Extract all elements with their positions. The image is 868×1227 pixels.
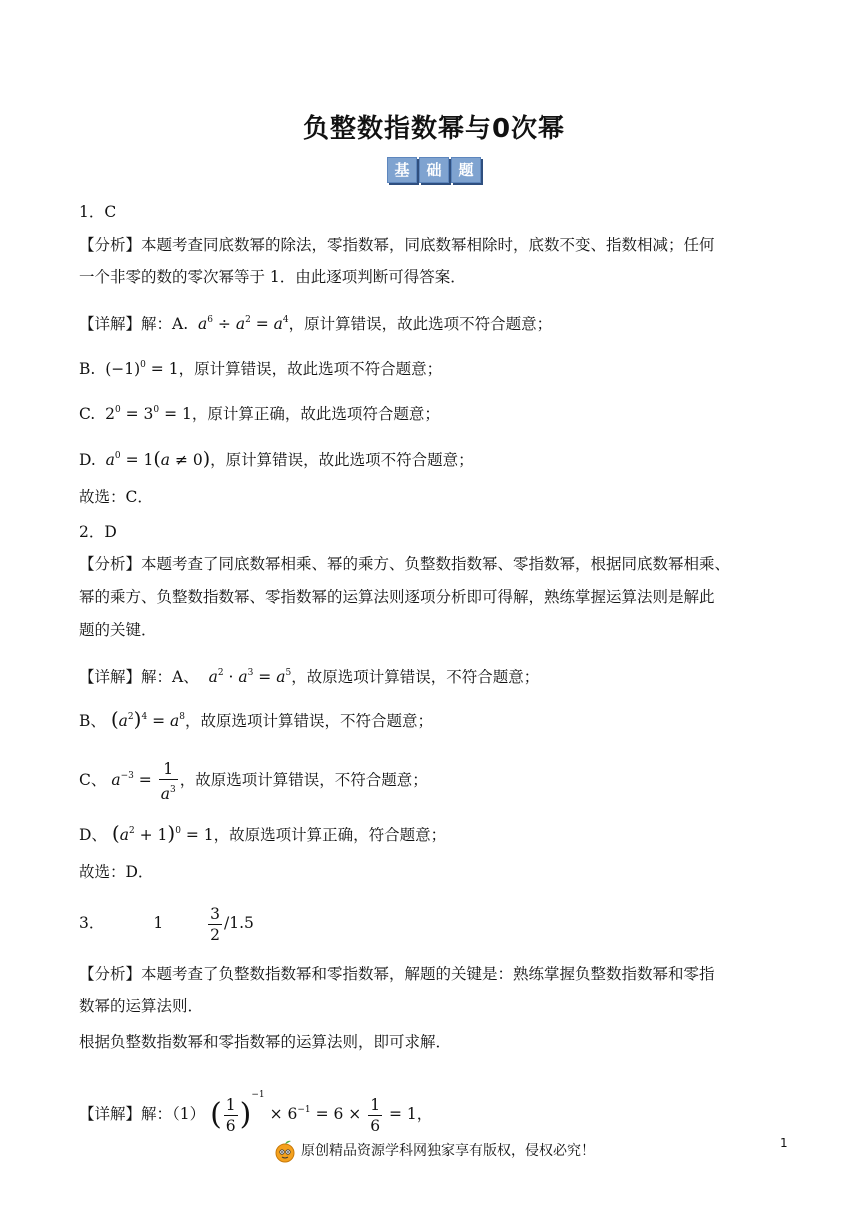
q1-analysis-line1 xyxy=(79,229,794,261)
section-badges xyxy=(0,157,868,183)
q1-choice: 故选：C． xyxy=(79,488,153,506)
q3-analysis-line3: 根据负整数指数幂和零指数幂的运算法则，即可求解． xyxy=(79,1033,452,1051)
badge-char: 础 xyxy=(419,157,449,183)
copyright-text: 原创精品资源学科网独家享有版权，侵权必究！ xyxy=(301,1143,595,1159)
formula: $a^{-3}$ = $\frac{1}{a^3}$ xyxy=(111,759,176,803)
q2-detail-c xyxy=(79,748,794,808)
fraction-denominator: 2 xyxy=(210,925,220,944)
q2-choice: 故选：D． xyxy=(79,863,154,881)
option-suffix: ，故原选项计算错误，不符合题意； xyxy=(185,712,434,730)
option-suffix: ，故原选项计算错误，不符合题意； xyxy=(291,668,540,686)
detail-tag: 【详解】 xyxy=(79,668,142,686)
analysis-text: 本题考查同底数幂的除法，零指数幂，同底数幂相除时，底数不变、指数相减；任何 xyxy=(141,236,715,254)
q2-analysis-line1 xyxy=(79,548,794,580)
q1-analysis-line2: 一个非零的数的零次幂等于 1．由此逐项判断可得答案． xyxy=(79,268,466,286)
badge-char: 题 xyxy=(451,157,481,183)
option-label: D、 xyxy=(79,826,107,844)
analysis-text: 本题考查了负整数指数幂和零指数幂，解题的关键是：熟练掌握负整数指数幂和零指 xyxy=(141,965,715,983)
detail-tag: 【详解】 xyxy=(79,1105,142,1123)
formula: $2^0 = 3^0 = 1$ xyxy=(100,405,192,423)
formula: $a^6 \div a^2 = a^4$ xyxy=(193,315,289,333)
detail-prefix: 解：（1） xyxy=(141,1105,206,1123)
answer-alt: /1.5 xyxy=(224,914,254,932)
option-suffix: ，故原选项计算正确，符合题意； xyxy=(213,826,447,844)
q2-detail-d xyxy=(79,815,794,851)
q1-detail-a xyxy=(79,304,794,340)
q2-detail-b xyxy=(79,701,794,737)
q3-answer xyxy=(79,900,794,946)
option-suffix: ，原计算错误，故此选项不符合题意； xyxy=(178,360,443,378)
option-suffix: ，原计算错误，故此选项不符合题意； xyxy=(210,451,474,469)
q1-answer: 1．C xyxy=(79,203,117,221)
formula: $a^2 \cdot a^3 = a^5$ xyxy=(203,668,292,686)
option-label: C. xyxy=(79,405,96,423)
q2-answer: 2．D xyxy=(79,523,117,541)
option-suffix: ，原计算错误，故此选项不符合题意； xyxy=(288,315,553,333)
question-number: 3． xyxy=(79,914,105,932)
detail-prefix: 解：A. xyxy=(141,315,189,333)
answer-blank-1: 1 xyxy=(153,914,164,932)
formula: $(a^2 + 1)^0 = 1$ xyxy=(111,821,214,845)
analysis-tag: 【分析】 xyxy=(79,965,142,983)
detail-suffix: ， xyxy=(416,1105,433,1123)
analysis-tag: 【分析】 xyxy=(79,555,142,573)
option-label: C、 xyxy=(79,771,107,789)
analysis-text: 本题考查了同底数幂相乘、幂的乘方、负整数指数幂、零指数幂，根据同底数幂相乘、 xyxy=(141,555,731,573)
formula: $(a^2)^4 = a^8$ xyxy=(110,707,186,731)
q2-detail-a xyxy=(79,657,794,693)
formula: $a^0 = 1(a \ne 0)$ xyxy=(100,448,211,470)
option-label: B、 xyxy=(79,712,106,730)
q3-detail-1 xyxy=(79,1066,794,1144)
option-label: D. xyxy=(79,451,96,469)
q3-analysis-line1 xyxy=(79,958,794,990)
page-number: 1 xyxy=(780,1136,788,1150)
q1-detail-b xyxy=(79,349,794,385)
q1-detail-c xyxy=(79,394,794,430)
option-label: B. xyxy=(79,360,96,378)
answer-blank-2 xyxy=(206,904,254,944)
fraction-numerator: 3 xyxy=(210,904,220,923)
formula: $(-1)^0 = 1$ xyxy=(100,360,179,378)
detail-tag: 【详解】 xyxy=(79,315,142,333)
badge-char: 基 xyxy=(387,157,417,183)
q2-analysis-line2: 幂的乘方、负整数指数幂、零指数幂的运算法则逐项分析即可得解，熟练掌握运算法则是解此 xyxy=(79,588,715,606)
page-title: 负整数指数幂与0次幂 xyxy=(302,114,566,144)
q3-analysis-line2: 数幂的运算法则． xyxy=(79,997,204,1015)
option-suffix: ，故原选项计算错误，不符合题意； xyxy=(179,771,428,789)
q2-analysis-line3: 题的关键． xyxy=(79,621,157,639)
detail-prefix: 解：A、 xyxy=(141,668,199,686)
q1-detail-d xyxy=(79,440,794,476)
formula: ( $\frac{1}{6}$ )$^{-1} \times 6^{-1} = 6$ × $\frac{1}{6}$ = 1 xyxy=(210,1090,417,1135)
option-suffix: ，原计算正确，故此选项符合题意； xyxy=(191,405,440,423)
footer xyxy=(0,1139,868,1163)
orange-mascot-icon xyxy=(273,1139,297,1163)
analysis-tag: 【分析】 xyxy=(79,236,142,254)
